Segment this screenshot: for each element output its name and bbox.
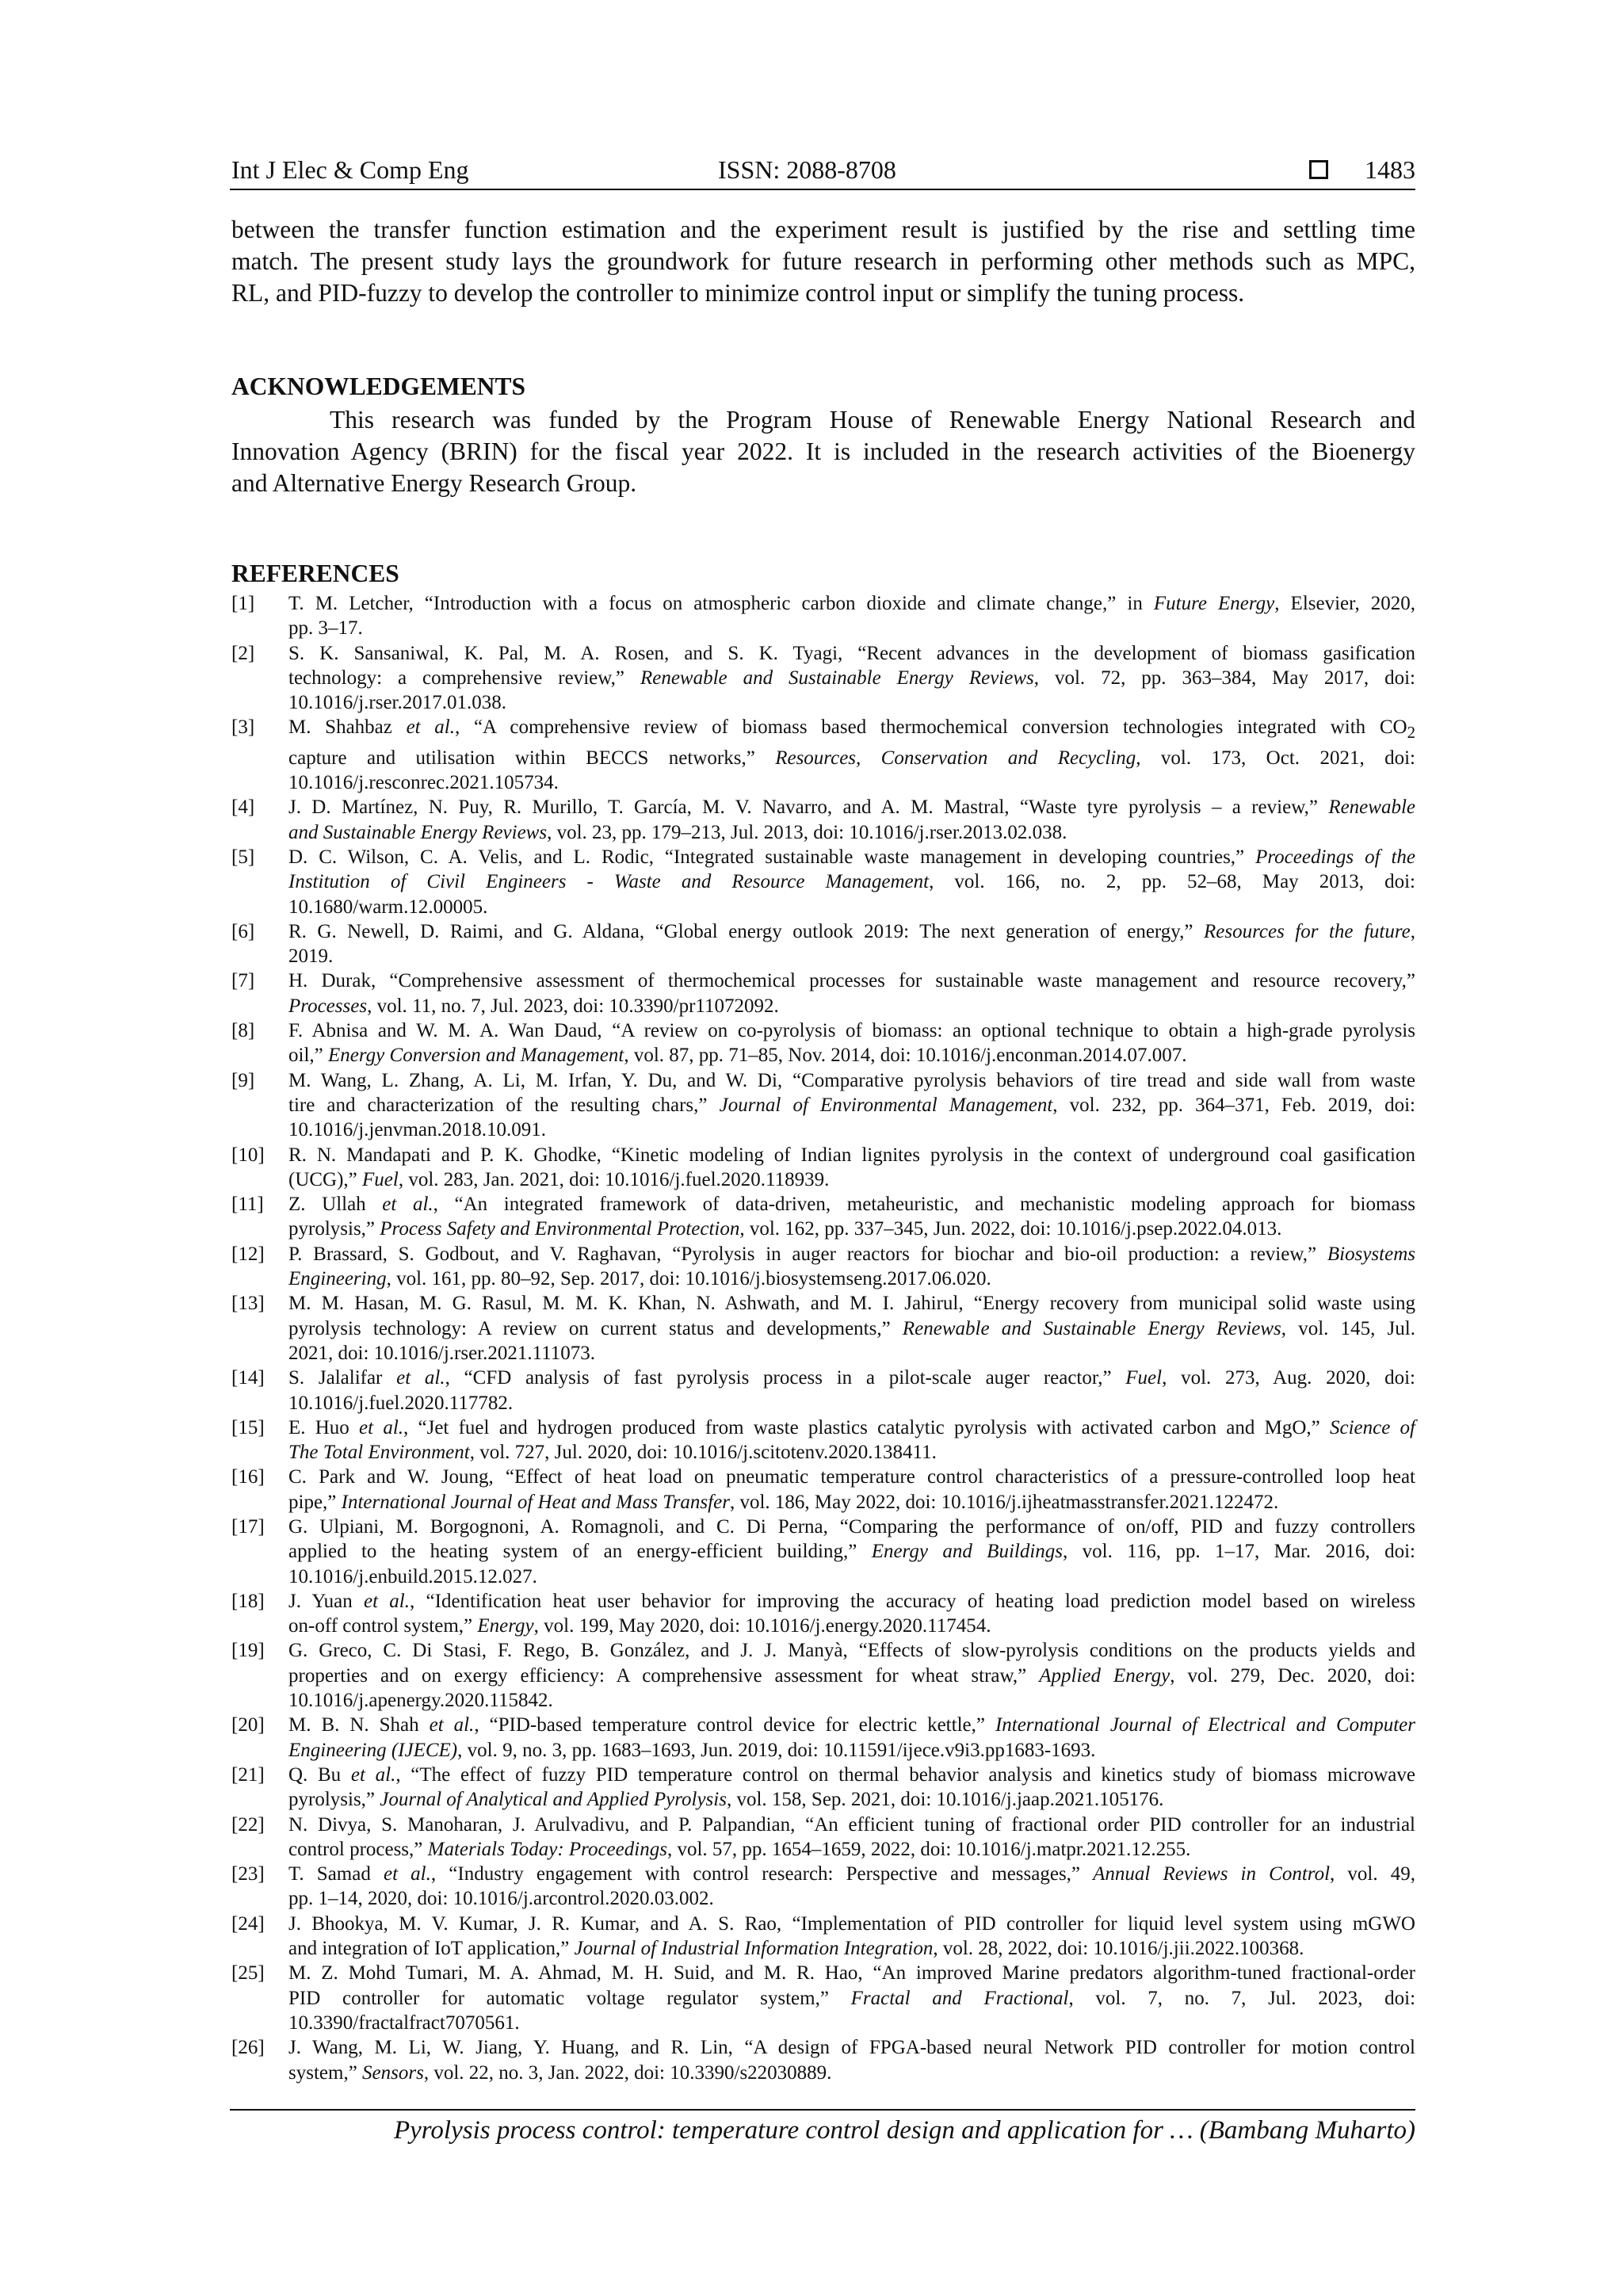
reference-number: [19] (231, 1640, 265, 1662)
reference-line: tire and characterization of the resulting chars,” Journal of Environmental Management, vol. 232, pp. 364–371, Feb. 2019, doi: (288, 1094, 1416, 1116)
reference-line: and Sustainable Energy Reviews, vol. 23, pp. 179–213, Jul. 2013, doi: 10.1016/j.rser.2013.02.038. (288, 821, 1067, 843)
reference-number: [15] (231, 1416, 265, 1438)
reference-line: 2019. (288, 946, 334, 968)
reference-text (288, 1763, 1415, 1813)
reference-line: H. Durak, “Comprehensive assessment of thermochemical processes for sustainable waste management and resource recovery,” (288, 970, 1415, 992)
reference-line: 10.1016/j.rser.2017.01.038. (288, 692, 506, 714)
reference-item (231, 1713, 1415, 1763)
reference-text (288, 1589, 1415, 1639)
reference-line: M. Shahbaz et al., “A comprehensive review of biomass based thermochemical conversion technologies integrated with $CO_2$ (288, 716, 1415, 743)
header-rule (230, 189, 1415, 190)
reference-number: [2] (231, 642, 255, 664)
reference-number: [14] (231, 1367, 265, 1389)
reference-number: [13] (231, 1293, 265, 1315)
reference-item (231, 1465, 1415, 1515)
page-number: 1483 (1365, 155, 1415, 184)
reference-line: P. Brassard, S. Godbout, and V. Raghavan, “Pyrolysis in auger reactors for biochar and bio-oil production: a review,” Biosystems (288, 1243, 1415, 1265)
reference-number: [12] (231, 1243, 265, 1265)
reference-text (288, 715, 1415, 795)
reference-item (231, 968, 1415, 1018)
reference-number: [17] (231, 1515, 265, 1538)
reference-number: [21] (231, 1763, 265, 1786)
reference-item (231, 1068, 1415, 1143)
reference-text (288, 1068, 1415, 1143)
reference-line: (UCG),” Fuel, vol. 283, Jan. 2021, doi: 10.1016/j.fuel.2020.118939. (288, 1168, 830, 1190)
reference-number: [5] (231, 846, 255, 868)
reference-number: [11] (231, 1194, 264, 1216)
reference-line: J. D. Martínez, N. Puy, R. Murillo, T. García, M. V. Navarro, and A. M. Mastral, “Waste tyre pyrolysis – a review,” Renewable (288, 797, 1415, 819)
reference-item (231, 1862, 1415, 1912)
reference-line: Z. Ullah et al., “An integrated framework of data-driven, metaheuristic, and mechanistic modeling approach for biomass (288, 1194, 1415, 1216)
reference-number: [23] (231, 1863, 265, 1885)
reference-line: C. Park and W. Joung, “Effect of heat load on pneumatic temperature control characteristics of a pressure-controlled loop heat (288, 1466, 1415, 1488)
reference-line: pyrolysis,” Process Safety and Environmental Protection, vol. 162, pp. 337–345, Jun. 2022, doi: 10.1016/j.psep.2022.04.013. (288, 1218, 1282, 1240)
reference-number: [25] (231, 1962, 265, 1985)
reference-line: 10.1680/warm.12.00005. (288, 896, 488, 918)
reference-number: [7] (231, 970, 255, 992)
reference-line: M. Z. Mohd Tumari, M. A. Ahmad, M. H. Suid, and M. R. Hao, “An improved Marine predators algorithm-tuned fractional-order (288, 1962, 1415, 1985)
square-bullet-icon (1309, 160, 1328, 179)
reference-line: technology: a comprehensive review,” Renewable and Sustainable Energy Reviews, vol. 72, pp. 363–384, May 2017, doi: (288, 667, 1415, 689)
reference-line: M. M. Hasan, M. G. Rasul, M. M. K. Khan, N. Ashwath, and M. I. Jahirul, “Energy recovery from municipal solid waste using (288, 1293, 1415, 1315)
reference-text (288, 1242, 1415, 1292)
running-header (231, 152, 1415, 189)
footer-rule (230, 2109, 1415, 2111)
reference-line: Institution of Civil Engineers - Waste and Resource Management, vol. 166, no. 2, pp. 52–68, May 2013, doi: (288, 871, 1415, 893)
reference-item (231, 591, 1415, 641)
ack-line: This research was funded by the Program House of Renewable Energy National Research and (330, 406, 1415, 434)
reference-text (288, 1192, 1415, 1242)
reference-number: [6] (231, 920, 255, 942)
reference-line: T. M. Letcher, “Introduction with a focus on atmospheric carbon dioxide and climate change,” in Future Energy, Elsevier, 2020, (288, 593, 1415, 614)
reference-item (231, 1366, 1415, 1415)
acknowledgements-paragraph (231, 404, 1415, 499)
reference-line: 10.1016/j.enbuild.2015.12.027. (288, 1565, 537, 1587)
issn: ISSN: 2088-8708 (718, 155, 896, 184)
reference-item (231, 2035, 1415, 2085)
reference-line: Engineering, vol. 161, pp. 80–92, Sep. 2017, doi: 10.1016/j.biosystemseng.2017.06.020. (288, 1268, 991, 1290)
reference-text (288, 591, 1415, 641)
reference-line: Q. Bu et al., “The effect of fuzzy PID temperature control on thermal behavior analysis and kinetics study of biomass microwave (288, 1763, 1415, 1786)
reference-line: 10.3390/fractalfract7070561. (288, 2011, 520, 2034)
reference-item (231, 715, 1415, 795)
reference-line: applied to the heating system of an energy-efficient building,” Energy and Buildings, vol. 116, pp. 1–17, Mar. 2016, doi: (288, 1541, 1415, 1563)
reference-line: 2021, doi: 10.1016/j.rser.2021.111073. (288, 1342, 596, 1364)
reference-item (231, 1912, 1415, 1962)
reference-number: [24] (231, 1912, 265, 1935)
reference-item (231, 1192, 1415, 1242)
reference-text (288, 1291, 1415, 1366)
reference-text (288, 2035, 1415, 2085)
reference-text (288, 1018, 1415, 1068)
reference-text (288, 919, 1415, 969)
intro-line: between the transfer function estimation and the experiment result is justified by the rise and settling time (231, 216, 1415, 243)
reference-number: [20] (231, 1714, 265, 1736)
reference-item (231, 1589, 1415, 1639)
reference-line: properties and on exergy efficiency: A comprehensive assessment for wheat straw,” Applied Energy, vol. 279, Dec. 2020, doi: (288, 1664, 1416, 1687)
reference-text (288, 1415, 1415, 1465)
reference-text (288, 1713, 1415, 1763)
journal-name: Int J Elec & Comp Eng (231, 155, 469, 184)
reference-line: S. K. Sansaniwal, K. Pal, M. A. Rosen, and S. K. Tyagi, “Recent advances in the development of biomass gasification (288, 642, 1415, 664)
reference-line: PID controller for automatic voltage regulator system,” Fractal and Fractional, vol. 7, no. 7, Jul. 2023, doi: (288, 1987, 1416, 2009)
reference-line: D. C. Wilson, C. A. Velis, and L. Rodic, “Integrated sustainable waste management in developing countries,” Proceedings of the (288, 846, 1415, 868)
reference-line: pp. 1–14, 2020, doi: 10.1016/j.arcontrol.2020.03.002. (288, 1888, 714, 1910)
reference-line: 10.1016/j.resconrec.2021.105734. (288, 772, 559, 794)
reference-line: on-off control system,” Energy, vol. 199, May 2020, doi: 10.1016/j.energy.2020.117454. (288, 1615, 991, 1637)
reference-number: [22] (231, 1813, 265, 1836)
reference-item (231, 1415, 1415, 1465)
reference-item (231, 1515, 1415, 1589)
reference-line: F. Abnisa and W. M. A. Wan Daud, “A review on co-pyrolysis of biomass: an optional technique to obtain a high-grade pyrolysis (288, 1020, 1415, 1042)
reference-line: R. N. Mandapati and P. K. Ghodke, “Kinetic modeling of Indian lignites pyrolysis in the context of underground coal gasification (288, 1144, 1415, 1166)
reference-line: pyrolysis technology: A review on current status and developments,” Renewable and Sustainable Energy Reviews, vol. 145, Jul. (288, 1317, 1415, 1339)
reference-line: R. G. Newell, D. Raimi, and G. Aldana, “Global energy outlook 2019: The next generation of energy,” Resources for the future, (288, 920, 1415, 942)
reference-text (288, 1515, 1415, 1589)
intro-line: RL, and PID-fuzzy to develop the controller to minimize control input or simplify the tuning process. (231, 279, 1245, 307)
reference-line: E. Huo et al., “Jet fuel and hydrogen produced from waste plastics catalytic pyrolysis with activated carbon and MgO,” Science of (288, 1416, 1415, 1438)
reference-item (231, 1143, 1415, 1193)
reference-item (231, 1763, 1415, 1813)
reference-item (231, 1638, 1415, 1713)
reference-line: oil,” Energy Conversion and Management, vol. 87, pp. 71–85, Nov. 2014, doi: 10.1016/j.enconman.2014.07.007. (288, 1045, 1187, 1067)
reference-line: The Total Environment, vol. 727, Jul. 2020, doi: 10.1016/j.scitotenv.2020.138411. (288, 1442, 937, 1464)
reference-item (231, 1242, 1415, 1292)
reference-line: 10.1016/j.jenvman.2018.10.091. (288, 1119, 546, 1141)
reference-text (288, 1465, 1415, 1515)
reference-line: G. Greco, C. Di Stasi, F. Rego, B. González, and J. J. Manyà, “Effects of slow-pyrolysis conditions on the products yields and (288, 1640, 1415, 1662)
reference-text (288, 845, 1415, 919)
reference-number: [16] (231, 1466, 265, 1488)
reference-text (288, 968, 1415, 1018)
reference-text (288, 1912, 1415, 1962)
reference-number: [3] (231, 716, 255, 739)
reference-line: and integration of IoT application,” Journal of Industrial Information Integration, vol. 28, 2022, doi: 10.1016/j.jii.2022.100368. (288, 1938, 1304, 1960)
reference-text (288, 1143, 1415, 1193)
reference-number: [4] (231, 797, 255, 819)
reference-number: [10] (231, 1144, 265, 1166)
intro-paragraph (231, 214, 1415, 309)
reference-text (288, 1961, 1415, 2035)
reference-line: J. Bhookya, M. V. Kumar, J. R. Kumar, and A. S. Rao, “Implementation of PID controller for liquid level system using mGWO (288, 1912, 1415, 1935)
acknowledgements-heading: ACKNOWLEDGEMENTS (231, 372, 526, 400)
reference-line: S. Jalalifar et al., “CFD analysis of fast pyrolysis process in a pilot-scale auger reactor,” Fuel, vol. 273, Aug. 2020, doi: (288, 1367, 1415, 1389)
reference-item (231, 845, 1415, 919)
reference-line: Engineering (IJECE), vol. 9, no. 3, pp. 1683–1693, Jun. 2019, doi: 10.11591/ijece.v9i3.pp1683-1693. (288, 1739, 1096, 1761)
reference-line: M. B. N. Shah et al., “PID-based temperature control device for electric kettle,” International Journal of Electrical and Computer (288, 1714, 1415, 1736)
reference-line: system,” Sensors, vol. 22, no. 3, Jan. 2022, doi: 10.3390/s22030889. (288, 2061, 832, 2084)
reference-number: [9] (231, 1069, 255, 1091)
references-list (231, 591, 1415, 2085)
reference-number: [26] (231, 2037, 265, 2059)
ack-line: and Alternative Energy Research Group. (231, 469, 637, 497)
reference-text (288, 1638, 1415, 1713)
reference-line: 10.1016/j.apenergy.2020.115842. (288, 1690, 553, 1712)
reference-item (231, 919, 1415, 969)
running-footer: Pyrolysis process control: temperature control design and application for … (Bambang Muharto) (394, 2116, 1415, 2145)
reference-text (288, 1366, 1415, 1415)
reference-text (288, 795, 1415, 845)
reference-line: J. Yuan et al., “Identification heat user behavior for improving the accuracy of heating load prediction model based on wireless (288, 1590, 1415, 1612)
intro-line: match. The present study lays the groundwork for future research in performing other methods such as MPC, (231, 247, 1415, 275)
reference-line: J. Wang, M. Li, W. Jiang, Y. Huang, and R. Lin, “A design of FPGA-based neural Network PID controller for motion control (288, 2037, 1415, 2059)
reference-line: pipe,” International Journal of Heat and Mass Transfer, vol. 186, May 2022, doi: 10.1016/j.ijheatmasstransfer.2021.122472. (288, 1491, 1279, 1513)
reference-line: N. Divya, S. Manoharan, J. Arulvadivu, and P. Palpandian, “An efficient tuning of fractional order PID controller for an industrial (288, 1813, 1415, 1836)
reference-item (231, 1961, 1415, 2035)
reference-text (288, 1813, 1415, 1862)
reference-number: [8] (231, 1020, 255, 1042)
reference-line: pyrolysis,” Journal of Analytical and Applied Pyrolysis, vol. 158, Sep. 2021, doi: 10.1016/j.jaap.2021.105176. (288, 1789, 1164, 1811)
reference-line: Processes, vol. 11, no. 7, Jul. 2023, doi: 10.3390/pr11072092. (288, 995, 779, 1017)
reference-item (231, 641, 1415, 716)
reference-line: 10.1016/j.fuel.2020.117782. (288, 1392, 514, 1414)
reference-text (288, 1862, 1415, 1912)
reference-text (288, 641, 1415, 716)
reference-line: M. Wang, L. Zhang, A. Li, M. Irfan, Y. Du, and W. Di, “Comparative pyrolysis behaviors of tire tread and side wall from waste (288, 1069, 1415, 1091)
reference-number: [18] (231, 1590, 265, 1612)
references-heading: REFERENCES (231, 560, 399, 587)
reference-item (231, 1813, 1415, 1862)
reference-line: capture and utilisation within BECCS networks,” Resources, Conservation and Recycling, vol. 173, Oct. 2021, doi: (288, 747, 1415, 769)
reference-number: [1] (231, 593, 255, 614)
reference-line: T. Samad et al., “Industry engagement with control research: Perspective and messages,” Annual Reviews in Control, vol. 49, (288, 1863, 1415, 1885)
reference-line: G. Ulpiani, M. Borgognoni, A. Romagnoli, and C. Di Perna, “Comparing the performance of on/off, PID and fuzzy controllers (288, 1515, 1415, 1538)
reference-item (231, 1291, 1415, 1366)
ack-line: Innovation Agency (BRIN) for the fiscal year 2022. It is included in the research activities of the Bioenergy (231, 437, 1415, 465)
reference-item (231, 795, 1415, 845)
reference-line: pp. 3–17. (288, 617, 363, 640)
reference-item (231, 1018, 1415, 1068)
reference-line: control process,” Materials Today: Proceedings, vol. 57, pp. 1654–1659, 2022, doi: 10.1016/j.matpr.2021.12.255. (288, 1838, 1191, 1860)
